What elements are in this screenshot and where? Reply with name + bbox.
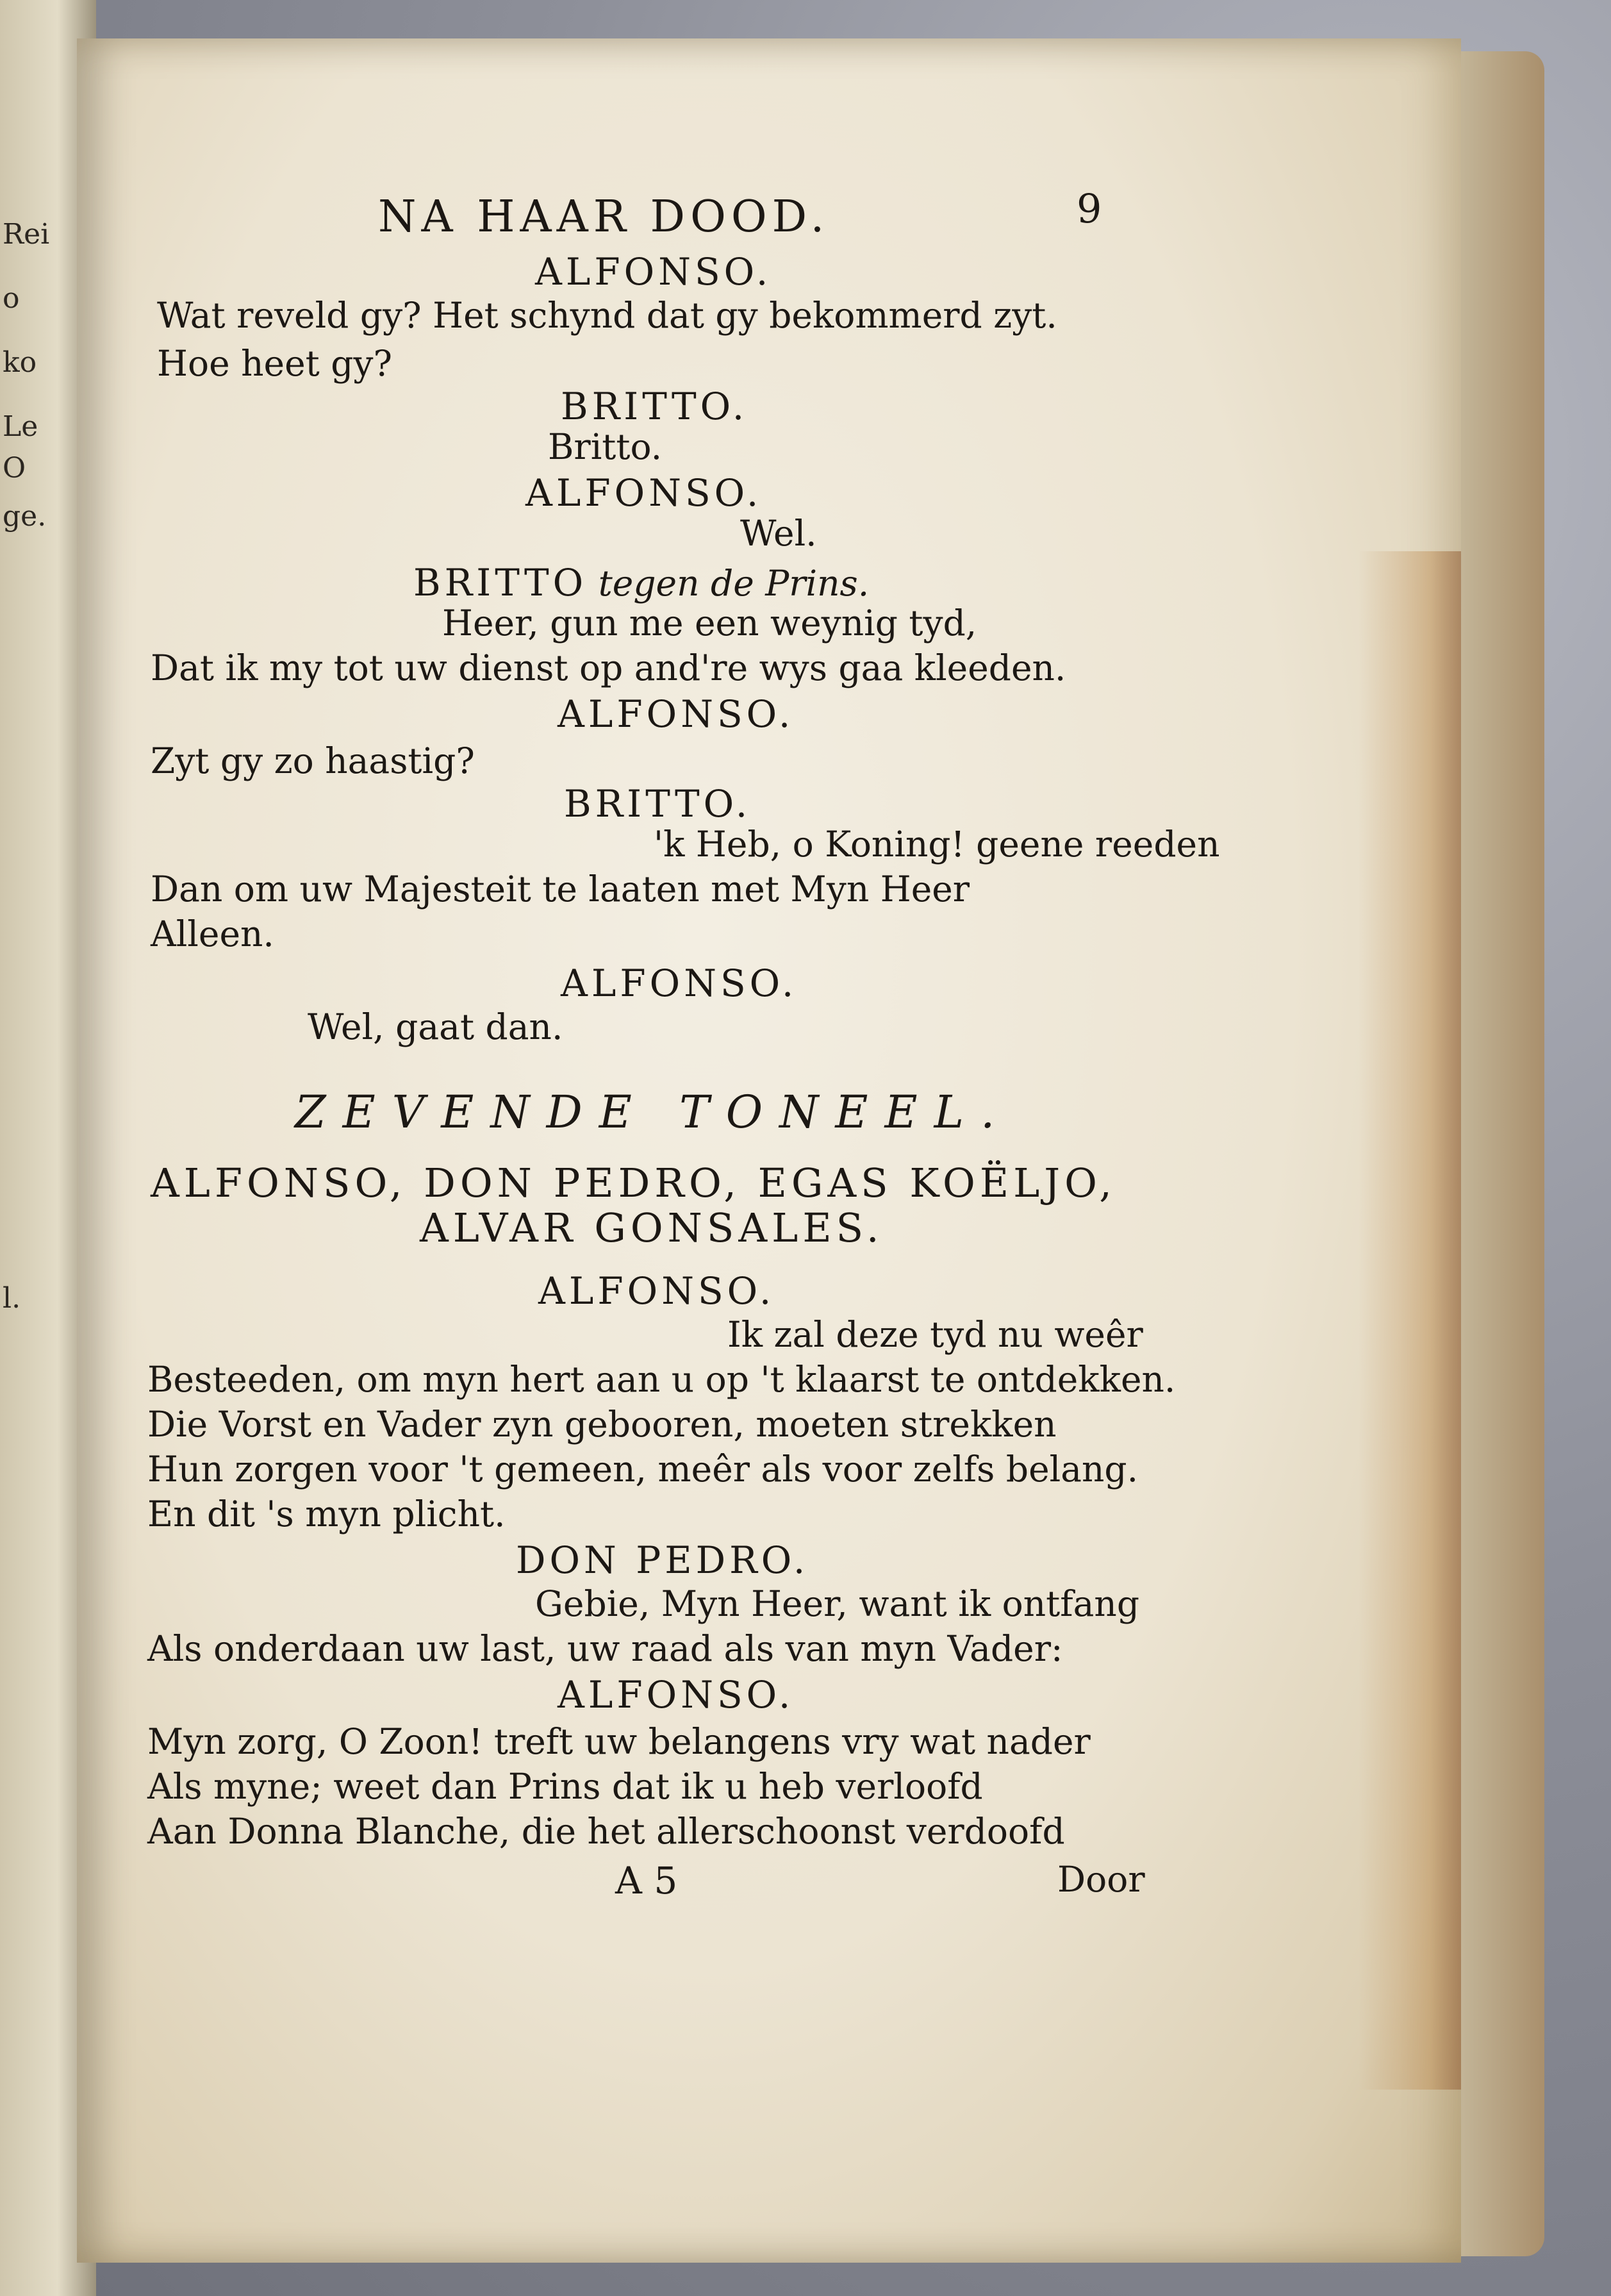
verse-line: Hoe heet gy? xyxy=(157,343,392,384)
running-title: NA HAAR DOOD. xyxy=(378,192,830,242)
verse-line: Wat reveld gy? Het schynd dat gy bekommerd zyt. xyxy=(157,295,1057,336)
stage-direction: tegen de Prins. xyxy=(598,563,870,604)
verse-line: Als onderdaan uw last, uw raad als van myn Vader: xyxy=(147,1628,1063,1669)
speaker-name: ALFONSO. xyxy=(535,250,772,294)
verse-line: Zyt gy zo haastig? xyxy=(151,740,475,781)
cast-list: ALFONSO, DON PEDRO, EGAS KOËLJO, xyxy=(151,1160,1117,1206)
verse-line: Alleen. xyxy=(151,913,274,954)
verse-line: Aan Donna Blanche, die het allerschoonst verdoofd xyxy=(147,1811,1065,1852)
margin-fragment: O xyxy=(3,452,26,485)
verse-line: En dit 's myn plicht. xyxy=(147,1493,506,1535)
verse-line: Myn zorg, O Zoon! treft uw belangens vry wat nader xyxy=(147,1721,1091,1762)
speaker-name: BRITTO. xyxy=(561,385,748,428)
verse-line: Gebie, Myn Heer, want ik ontfang xyxy=(535,1583,1140,1624)
verse-line: Besteeden, om myn hert aan u op 't klaarst te ontdekken. xyxy=(147,1359,1176,1400)
speaker-name: DON PEDRO. xyxy=(516,1538,809,1582)
margin-fragment: Rei xyxy=(3,218,50,251)
scene-title: ZEVENDE TONEEL. xyxy=(295,1086,1012,1138)
speaker-name: BRITTO xyxy=(413,561,588,604)
verse-line: Wel, gaat dan. xyxy=(308,1006,563,1047)
margin-fragment: ge. xyxy=(3,500,47,533)
verse-line: Hun zorgen voor 't gemeen, meêr als voor zelfs belang. xyxy=(147,1449,1139,1490)
verse-line: Die Vorst en Vader zyn gebooren, moeten strekken xyxy=(147,1404,1057,1445)
catchword: Door xyxy=(1057,1859,1145,1900)
margin-fragment: o xyxy=(3,282,20,315)
margin-fragment: ko xyxy=(3,346,37,379)
speaker-name: ALFONSO. xyxy=(525,471,763,515)
verse-line: Ik zal deze tyd nu weêr xyxy=(727,1314,1143,1355)
page-number: 9 xyxy=(1077,185,1102,232)
speaker-name: ALFONSO. xyxy=(558,692,795,736)
speaker-name: ALFONSO. xyxy=(538,1269,775,1313)
verse-line: Wel. xyxy=(740,513,817,554)
margin-fragment: l. xyxy=(3,1282,21,1315)
verse-line: Britto. xyxy=(548,426,663,467)
speaker-with-direction xyxy=(413,561,870,604)
speaker-name: ALFONSO. xyxy=(561,961,798,1005)
margin-fragment: Le xyxy=(3,410,38,443)
speaker-name: BRITTO. xyxy=(564,782,752,826)
signature-mark: A 5 xyxy=(615,1859,678,1902)
speaker-name: ALFONSO. xyxy=(558,1673,795,1717)
verse-line: Heer, gun me een weynig tyd, xyxy=(442,603,977,644)
age-stain xyxy=(1359,551,1461,2090)
verse-line: Dan om uw Majesteit te laaten met Myn Heer xyxy=(151,869,970,910)
verse-line: Als myne; weet dan Prins dat ik u heb verloofd xyxy=(147,1766,983,1807)
verse-line: 'k Heb, o Koning! geene reeden xyxy=(654,824,1220,865)
verse-line: Dat ik my tot uw dienst op and're wys gaa kleeden. xyxy=(151,647,1066,688)
cast-list: ALVAR GONSALES. xyxy=(420,1204,884,1251)
